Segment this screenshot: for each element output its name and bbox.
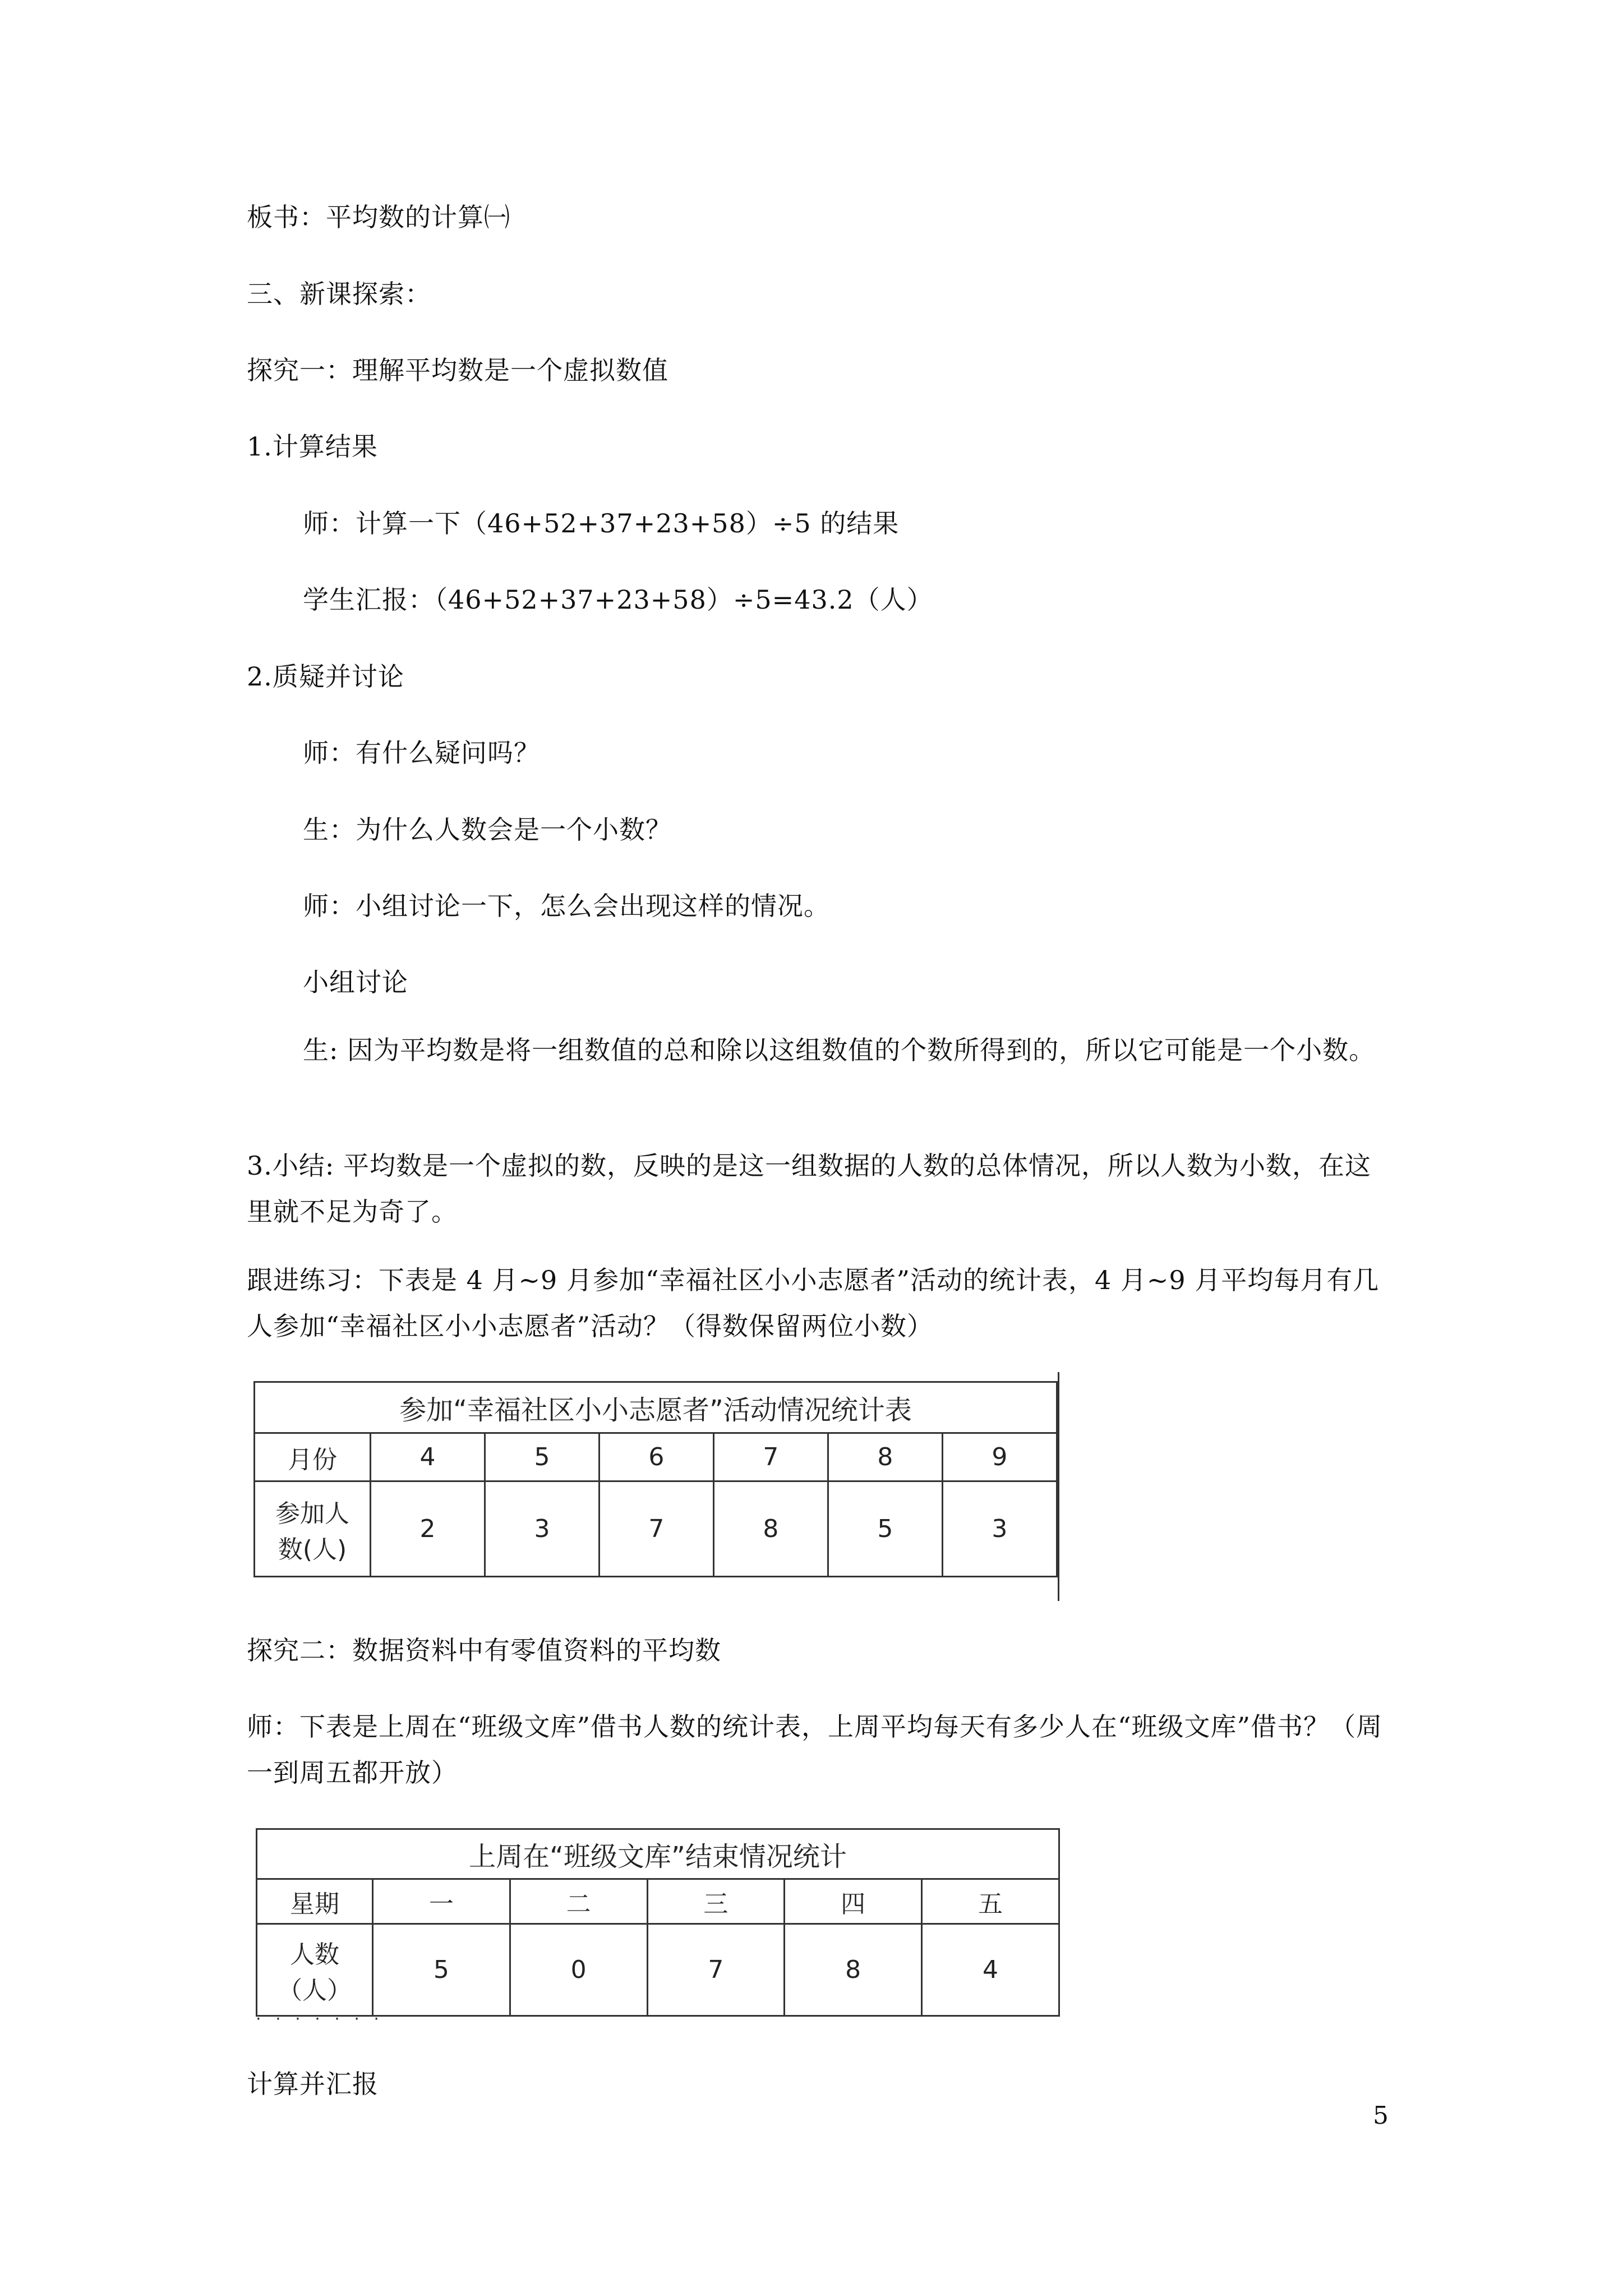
table-header-label: 月份 [255,1433,371,1481]
table-cell: 二 [510,1879,647,1924]
explore-two-heading: 探究二：数据资料中有零值资料的平均数 [247,1635,721,1665]
student-report: 学生汇报：（46+52+37+23+58）÷5=43.2（人） [303,585,933,615]
table-cell: 5 [828,1481,942,1577]
table-cell: 3 [942,1481,1057,1577]
volunteer-stats-table [253,1381,1058,1577]
table-cell: 7 [647,1924,785,2016]
teacher-line-2: 师：有什么疑问吗？ [303,738,540,768]
summary-paragraph: 3.小结: 平均数是一个虚拟的数，反映的是这一组数据的人数的总体情况，所以人数为小数，在这里就不足为奇了。 [247,1151,1372,1227]
table-header-label: 星期 [257,1879,373,1924]
table-cell: 9 [942,1433,1057,1481]
explore-one-heading: 探究一：理解平均数是一个虚拟数值 [247,355,668,385]
teacher-line-1: 师：计算一下（46+52+37+23+58）÷5 的结果 [303,508,900,539]
page-number: 5 [1373,2101,1389,2130]
table-cell: 6 [599,1433,713,1481]
table-cell: 4 [922,1924,1059,2016]
teacher-line-3: 师：小组讨论一下，怎么会出现这样的情况。 [303,891,830,921]
table-cell: 一 [373,1879,510,1924]
table-cell: 2 [371,1481,485,1577]
step-1-heading: 1.计算结果 [247,431,378,462]
step-2-heading: 2.质疑并讨论 [247,661,404,692]
table-row-label [257,1924,373,2016]
calc-report-line: 计算并汇报 [247,2069,379,2099]
student-line-1: 生：为什么人数会是一个小数？ [303,815,672,845]
student-answer-paragraph: 生: 因为平均数是将一组数值的总和除以这组数值的个数所得到的，所以它可能是一个小数。 [303,1035,1376,1065]
table-cell: 8 [828,1433,942,1481]
table-title: 参加“幸福社区小小志愿者”活动情况统计表 [255,1382,1057,1433]
teacher-question-paragraph: 师：下表是上周在“班级文库”借书人数的统计表，上周平均每天有多少人在“班级文库”借书？（周一到周五都开放） [247,1711,1383,1788]
table-side-rule [1058,1372,1059,1601]
board-title: 板书：平均数的计算㈠ [247,202,510,232]
table-title: 上周在“班级文库”结束情况统计 [257,1829,1059,1879]
row-label-line: 数(人) [278,1535,347,1564]
table-cell: 8 [785,1924,922,2016]
table-cell: 三 [647,1879,785,1924]
table-cell: 五 [922,1879,1059,1924]
group-discussion: 小组讨论 [303,967,408,997]
table-cell: 8 [713,1481,828,1577]
table-cell: 5 [485,1433,599,1481]
row-label-line: 人数 [290,1940,339,1969]
table-cell: 3 [485,1481,599,1577]
table-cell: 7 [713,1433,828,1481]
practice-paragraph: 跟进练习：下表是 4 月~9 月参加“幸福社区小小志愿者”活动的统计表，4 月~9 月平均每月有几人参加“幸福社区小小志愿者”活动？（得数保留两位小数） [247,1265,1380,1341]
table-cell: 四 [785,1879,922,1924]
table-cell: 4 [371,1433,485,1481]
table-cell: 7 [599,1481,713,1577]
table-row-label [255,1481,371,1577]
library-stats-table [256,1828,1060,2017]
row-label-line: （人） [278,1976,352,2005]
section-heading: 三、新课探索： [247,279,431,309]
table-dotted-edge: · · · · · · · [256,2009,384,2029]
row-label-line: 参加人 [275,1499,349,1528]
table-cell: 0 [510,1924,647,2016]
table-cell: 5 [373,1924,510,2016]
